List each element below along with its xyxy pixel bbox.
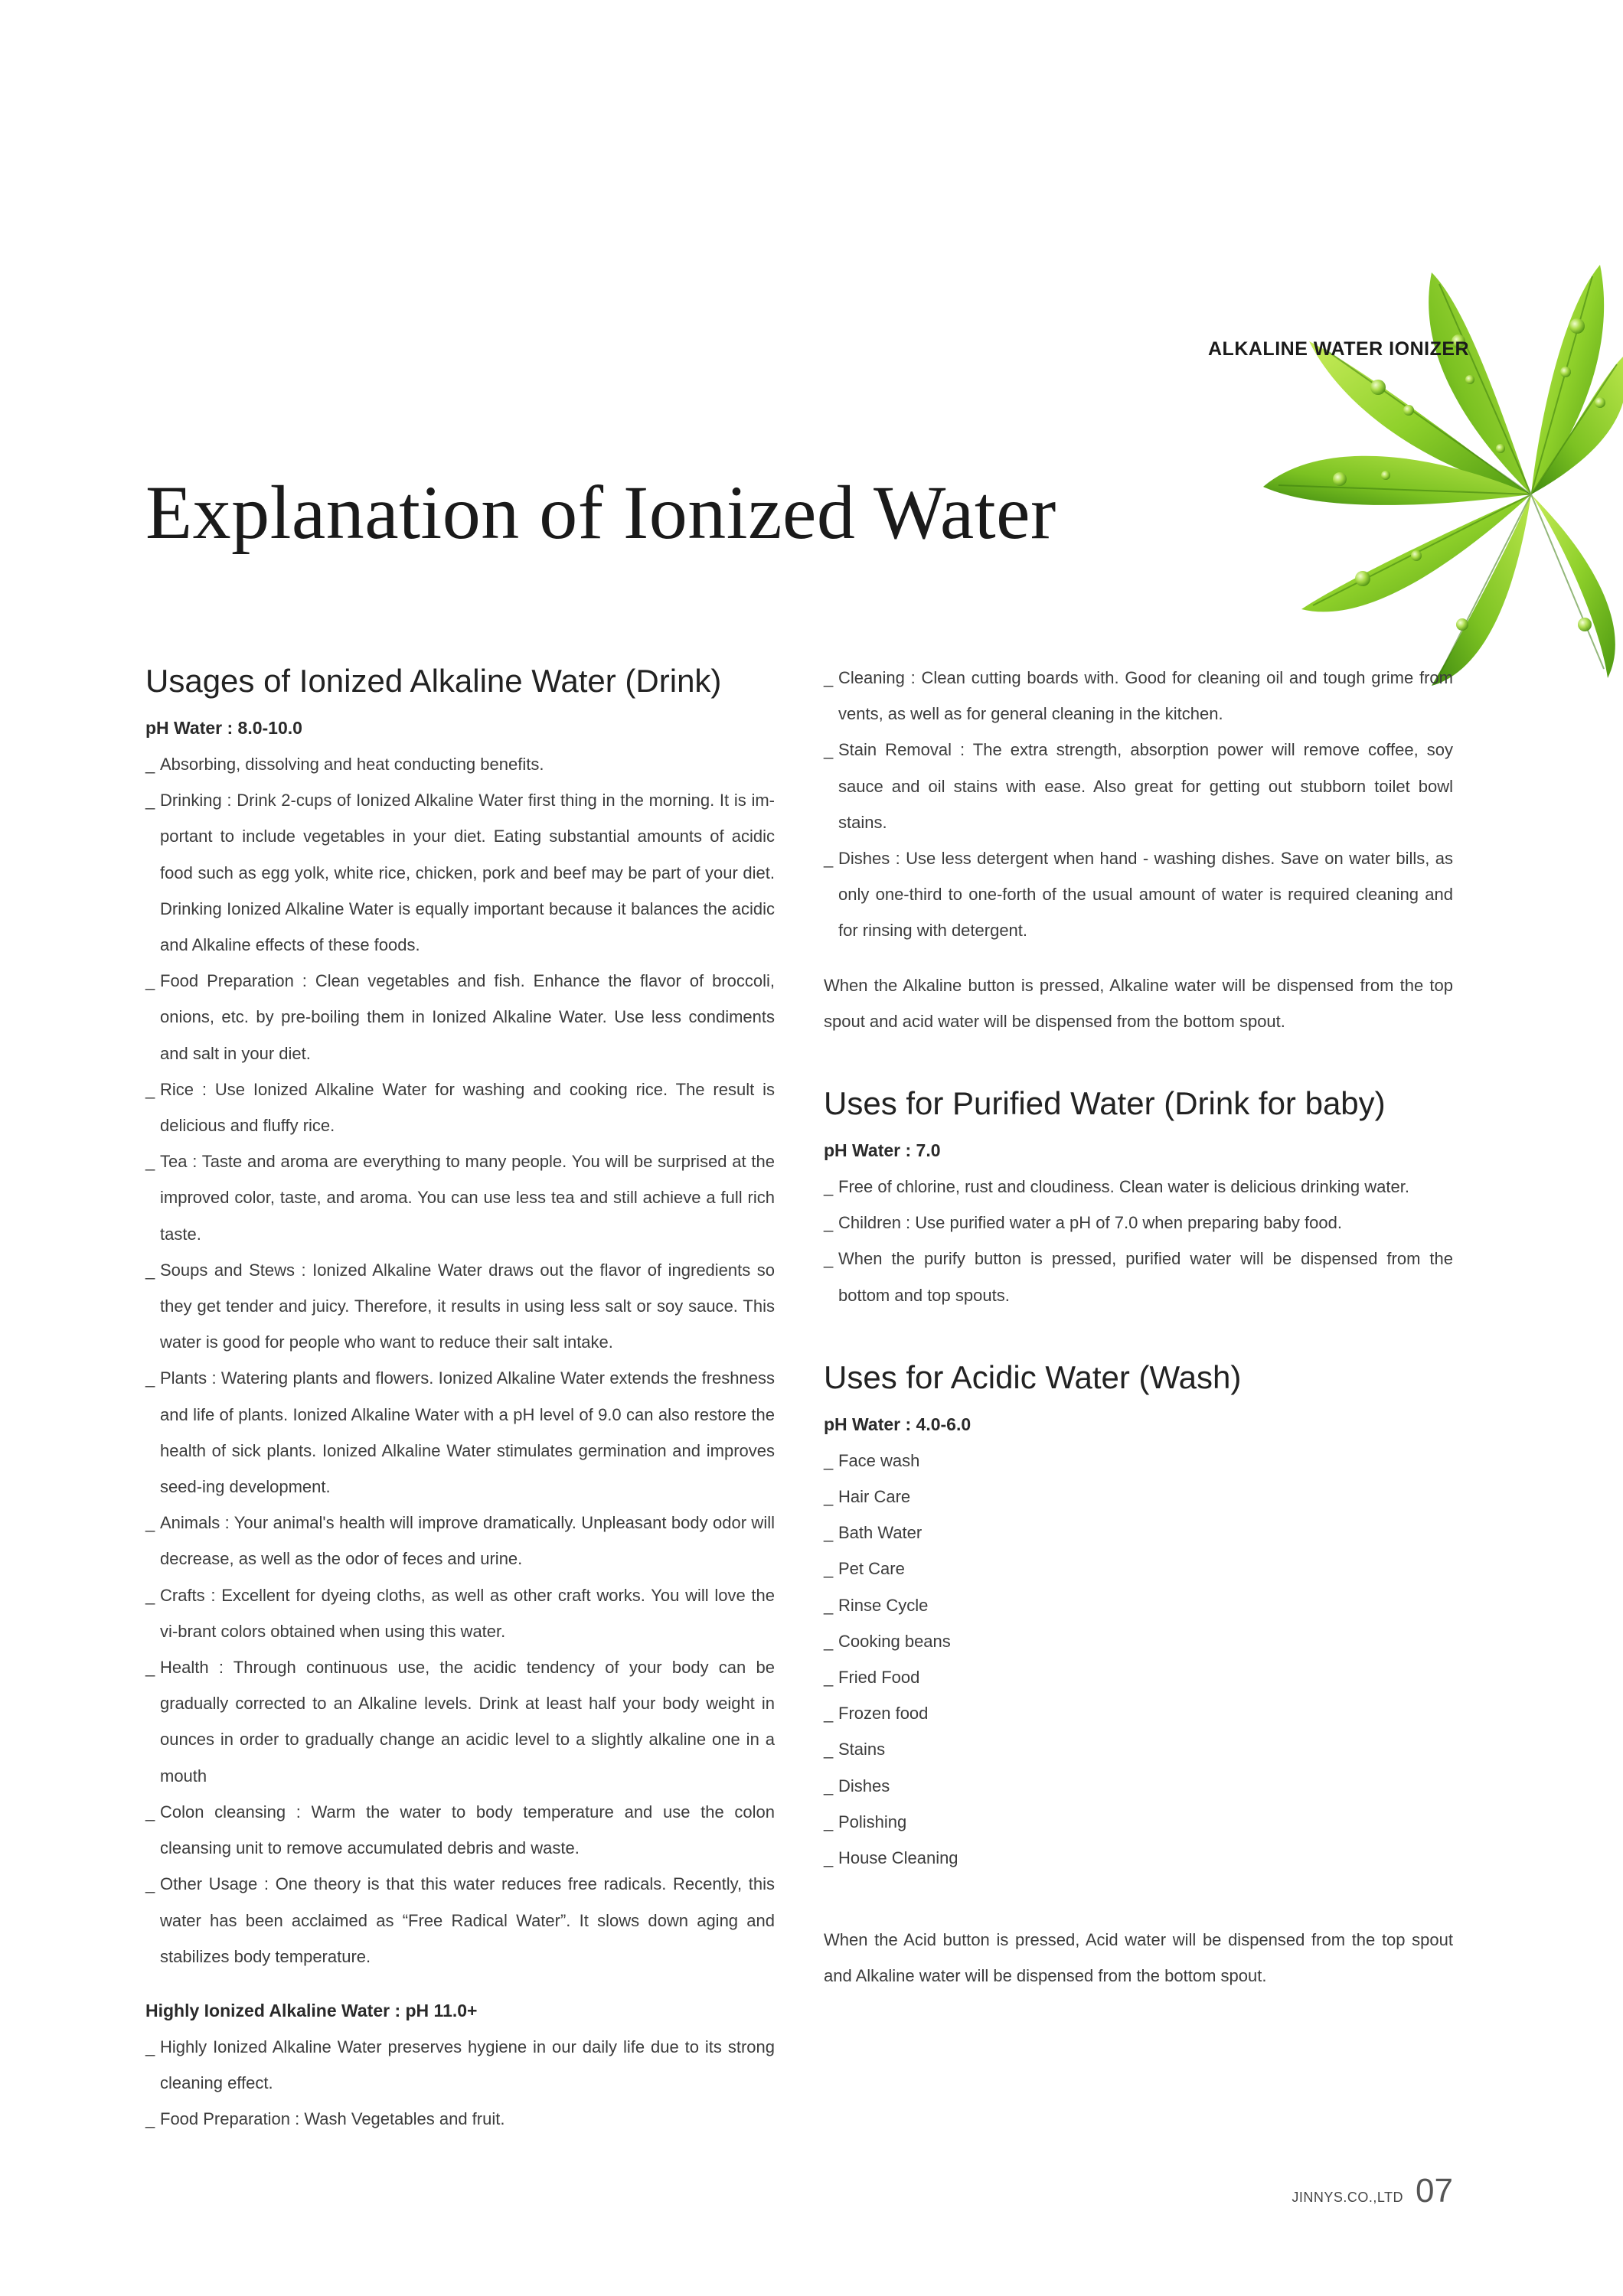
list-item: _ Food Preparation : Clean vegetables and fish. Enhance the flavor of broccoli, onions, etc. by pre-boiling them in Ionized Alkaline Water. Use less condiments and salt in your diet. bbox=[145, 963, 775, 1071]
list-item: _ House Cleaning bbox=[824, 1840, 1453, 1876]
page-footer bbox=[1292, 2172, 1453, 2210]
list-item: _ Free of chlorine, rust and cloudiness. Clean water is delicious drinking water. bbox=[824, 1169, 1453, 1205]
list-item: _ Polishing bbox=[824, 1804, 1453, 1840]
list-item: _ Drinking : Drink 2-cups of Ionized Alkaline Water first thing in the morning. It is im-portant to include vegetables in your diet. Eating substantial amounts of acidic food such as egg yolk, white rice, chicken, pork and beef may be part of your diet. Drinking Ionized Alkaline Water is equally important because it balances the acidic and Alkaline effects of these foods. bbox=[145, 782, 775, 963]
right-column bbox=[824, 660, 1453, 1994]
list-item: _ Absorbing, dissolving and heat conducting benefits. bbox=[145, 746, 775, 782]
ph-label-acidic: pH Water : 4.0-6.0 bbox=[824, 1414, 972, 1434]
list-item: _ Bath Water bbox=[824, 1515, 1453, 1551]
alkaline-button-note: When the Alkaline button is pressed, Alkaline water will be dispensed from the top spout and acid water will be dispensed from the bottom spout. bbox=[824, 975, 1453, 1031]
acid-button-note: When the Acid button is pressed, Acid water will be dispensed from the top spout and Alkaline water will be dispensed from the bottom spout. bbox=[824, 1930, 1453, 1986]
list-item: _ When the purify button is pressed, purified water will be dispensed from the bottom and top spouts. bbox=[824, 1241, 1453, 1313]
left-column bbox=[145, 660, 775, 2138]
list-item: _ Face wash bbox=[824, 1443, 1453, 1479]
list-item: _ Dishes bbox=[824, 1768, 1453, 1804]
list-item: _ Fried Food bbox=[824, 1659, 1453, 1695]
ph-label-alkaline: pH Water : 8.0-10.0 bbox=[145, 718, 302, 738]
list-item: _ Food Preparation : Wash Vegetables and fruit. bbox=[145, 2101, 775, 2137]
ph-label-highly-ionized: Highly Ionized Alkaline Water : pH 11.0+ bbox=[145, 2000, 478, 2020]
list-item: _ Health : Through continuous use, the acidic tendency of your body can be gradually corrected to an Alkaline levels. Drink at least half your body weight in ounces in order to gradually change an acidic level to a slightly alkaline one in a mouth bbox=[145, 1649, 775, 1794]
continued-usage-list bbox=[824, 660, 1453, 949]
alkaline-usage-list bbox=[145, 746, 775, 1975]
ph-label-purified: pH Water : 7.0 bbox=[824, 1140, 941, 1161]
green-leaves-with-water-drops-icon bbox=[1194, 227, 1623, 686]
section-title-purified: Uses for Purified Water (Drink for baby) bbox=[824, 1085, 1386, 1122]
list-item: _ Soups and Stews : Ionized Alkaline Water draws out the flavor of ingredients so they get tender and juicy. Therefore, it results in using less salt or soy sauce. This water is good for people who want to reduce their salt intake. bbox=[145, 1252, 775, 1361]
list-item: _ Cleaning : Clean cutting boards with. Good for cleaning oil and tough grime from vents, as well as for general cleaning in the kitchen. bbox=[824, 660, 1453, 732]
list-item: _ Frozen food bbox=[824, 1695, 1453, 1731]
purified-usage-list bbox=[824, 1169, 1453, 1313]
section-title-acidic: Uses for Acidic Water (Wash) bbox=[824, 1358, 1242, 1395]
list-item: _ Hair Care bbox=[824, 1479, 1453, 1515]
highly-ionized-list bbox=[145, 2029, 775, 2138]
list-item: _ Rice : Use Ionized Alkaline Water for washing and cooking rice. The result is delicious and fluffy rice. bbox=[145, 1071, 775, 1143]
list-item: _ Animals : Your animal's health will improve dramatically. Unpleasant body odor will decrease, as well as the odor of feces and urine. bbox=[145, 1505, 775, 1577]
list-item: _ Other Usage : One theory is that this water reduces free radicals. Recently, this water has been acclaimed as “Free Radical Water”. It slows down aging and stabilizes body temperature. bbox=[145, 1866, 775, 1975]
page-title: Explanation of Ionized Water bbox=[145, 470, 1056, 555]
company-name: JINNYS.CO.,LTD bbox=[1292, 2190, 1404, 2205]
list-item: _ Stain Removal : The extra strength, absorption power will remove coffee, soy sauce and oil stains with ease. Also great for getting out stubborn toilet bowl stains. bbox=[824, 732, 1453, 840]
section-title-alkaline-drink: Usages of Ionized Alkaline Water (Drink) bbox=[145, 663, 722, 699]
page-number: 07 bbox=[1416, 2172, 1453, 2210]
list-item: _ Plants : Watering plants and flowers. Ionized Alkaline Water extends the freshness and life of plants. Ionized Alkaline Water with a pH level of 9.0 can also restore the health of sick plants. Ionized Alkaline Water stimulates germination and improves seed-ing development. bbox=[145, 1360, 775, 1505]
list-item: _ Colon cleansing : Warm the water to body temperature and use the colon cleansing unit to remove accumulated debris and waste. bbox=[145, 1794, 775, 1866]
list-item: _ Rinse Cycle bbox=[824, 1587, 1453, 1623]
list-item: _ Tea : Taste and aroma are everything to many people. You will be surprised at the improved color, taste, and aroma. You can use less tea and still achieve a full rich taste. bbox=[145, 1143, 775, 1252]
list-item: _ Crafts : Excellent for dyeing cloths, as well as other craft works. You will love the vi-brant colors obtained when using this water. bbox=[145, 1577, 775, 1649]
list-item: _ Dishes : Use less detergent when hand - washing dishes. Save on water bills, as only one-third to one-forth of the usual amount of water is required cleaning and for rinsing with detergent. bbox=[824, 840, 1453, 949]
list-item: _ Highly Ionized Alkaline Water preserves hygiene in our daily life due to its strong cleaning effect. bbox=[145, 2029, 775, 2101]
list-item: _ Cooking beans bbox=[824, 1623, 1453, 1659]
acidic-usage-list bbox=[824, 1443, 1453, 1876]
list-item: _ Stains bbox=[824, 1731, 1453, 1767]
list-item: _ Pet Care bbox=[824, 1551, 1453, 1587]
brand-label: ALKALINE WATER IONIZER bbox=[1208, 338, 1470, 360]
list-item: _ Children : Use purified water a pH of 7.0 when preparing baby food. bbox=[824, 1205, 1453, 1241]
